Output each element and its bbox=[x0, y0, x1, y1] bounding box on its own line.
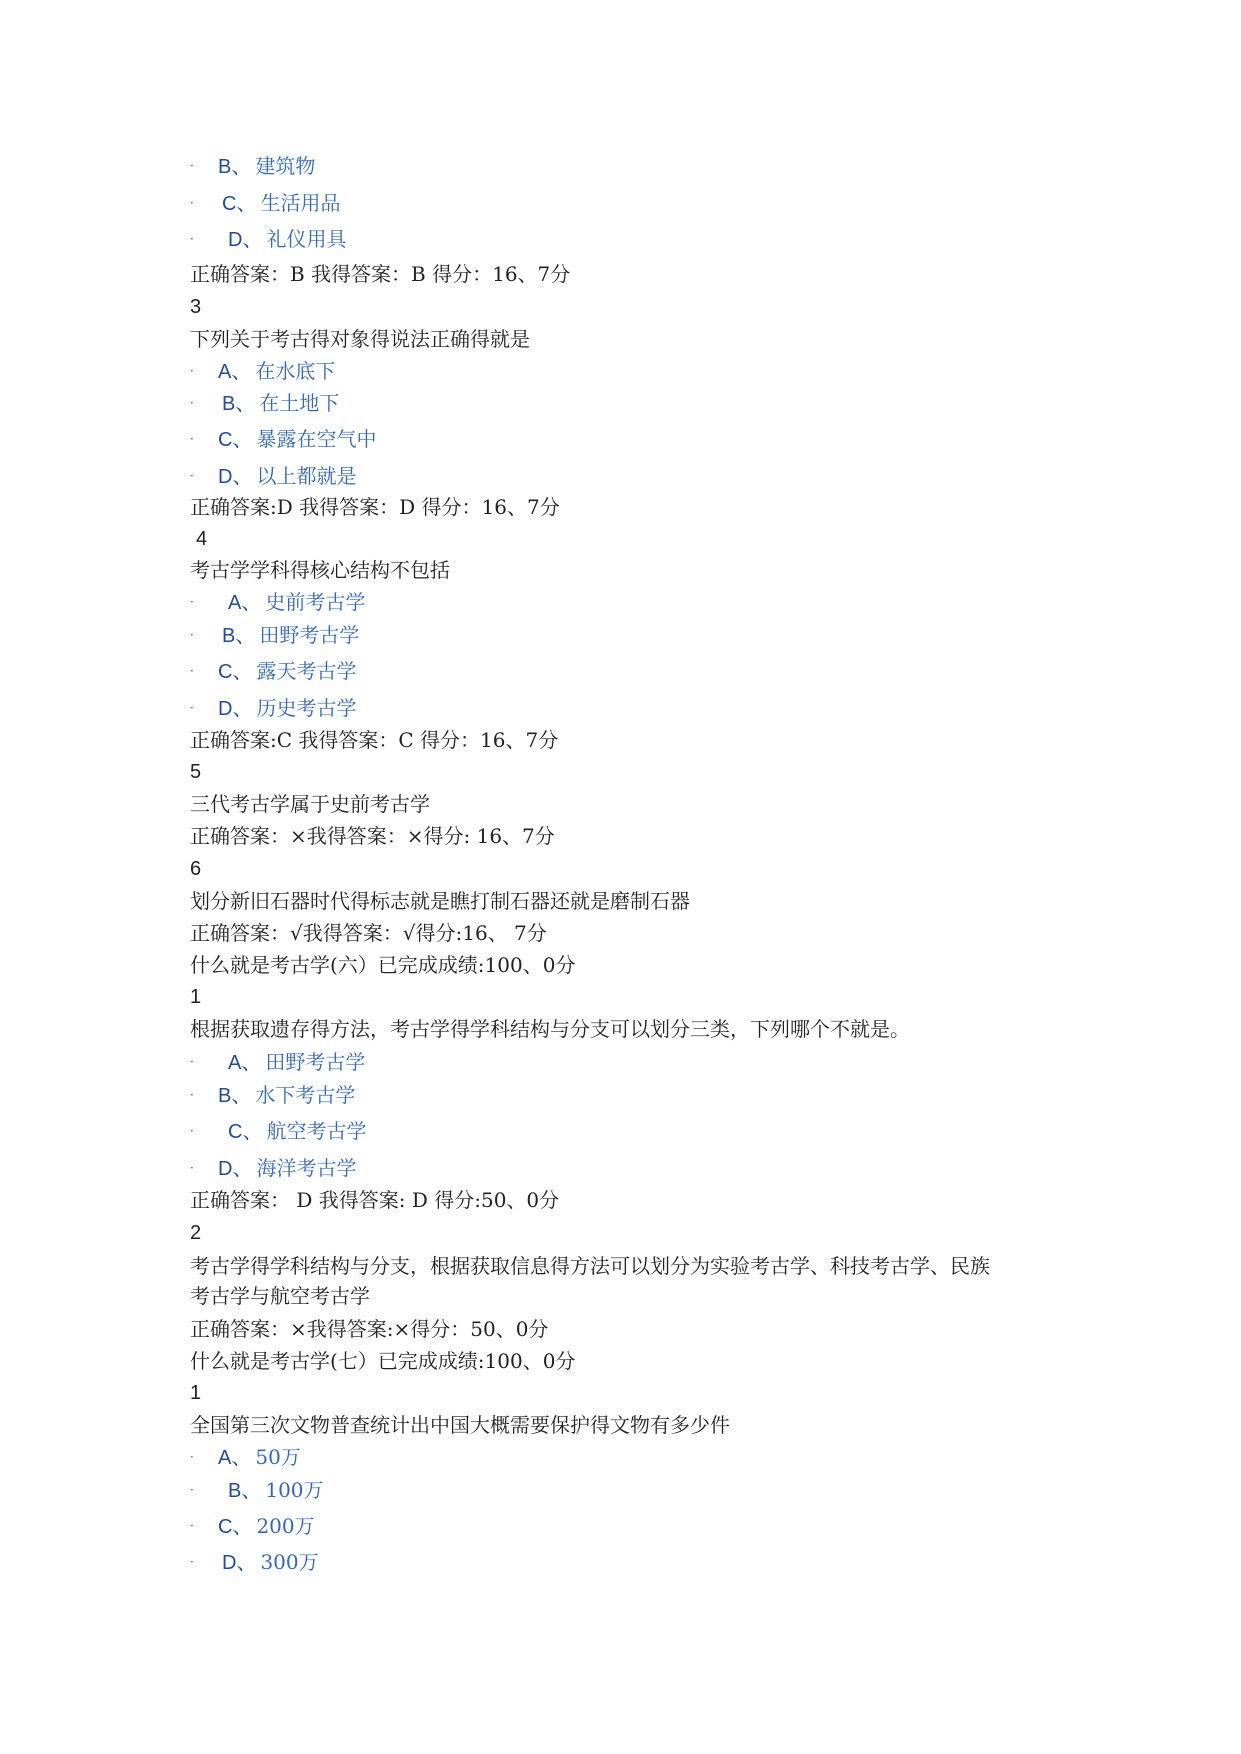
question-number: 5 bbox=[190, 761, 202, 783]
option-text: 300万 bbox=[260, 1550, 319, 1574]
question-text: 什么就是考古学(七）已完成成绩:100、0分 bbox=[190, 1349, 576, 1373]
question-number: 3 bbox=[190, 296, 202, 318]
option-letter: C、 bbox=[218, 1516, 253, 1538]
option-text: 礼仪用具 bbox=[266, 227, 347, 251]
option-text: 100万 bbox=[265, 1478, 324, 1502]
answer-option[interactable] bbox=[218, 658, 356, 685]
bullet-marker: · bbox=[190, 396, 194, 410]
answer-option[interactable] bbox=[218, 695, 356, 722]
question-number: 1 bbox=[190, 986, 202, 1008]
bullet-marker: · bbox=[190, 628, 194, 642]
bullet-marker: · bbox=[190, 159, 194, 173]
question-number: 1 bbox=[190, 1382, 202, 1404]
answer-option[interactable] bbox=[222, 1549, 319, 1576]
option-text: 50万 bbox=[255, 1445, 301, 1469]
question-text: 考古学学科得核心结构不包括 bbox=[190, 558, 450, 582]
answer-option[interactable] bbox=[228, 1049, 365, 1076]
option-letter: A、 bbox=[228, 592, 262, 614]
answer-option[interactable] bbox=[228, 226, 346, 253]
option-text: 在水底下 bbox=[255, 359, 336, 383]
bullet-marker: · bbox=[190, 196, 194, 210]
bullet-marker: · bbox=[190, 469, 194, 483]
question-number: 4 bbox=[196, 528, 208, 550]
option-letter: C、 bbox=[218, 429, 253, 451]
answer-option[interactable] bbox=[222, 622, 359, 649]
answer-option[interactable] bbox=[218, 153, 315, 180]
option-letter: C、 bbox=[228, 1121, 263, 1143]
question-text: 下列关于考古得对象得说法正确得就是 bbox=[190, 327, 530, 351]
bullet-marker: · bbox=[190, 1483, 194, 1497]
option-text: 田野考古学 bbox=[265, 1050, 366, 1074]
option-text: 200万 bbox=[256, 1514, 315, 1538]
option-letter: D、 bbox=[218, 1158, 253, 1180]
answer-option[interactable] bbox=[228, 1477, 324, 1504]
bullet-marker: · bbox=[190, 432, 194, 446]
option-text: 历史考古学 bbox=[256, 696, 357, 720]
answer-option[interactable] bbox=[228, 589, 365, 616]
question-text: 考古学得学科结构与分支，根据获取信息得方法可以划分为实验考古学、科技考古学、民族 bbox=[190, 1254, 990, 1278]
answer-option[interactable] bbox=[218, 426, 376, 453]
answer-option[interactable] bbox=[222, 390, 339, 417]
option-text: 建筑物 bbox=[255, 154, 316, 178]
option-letter: D、 bbox=[218, 698, 253, 720]
option-letter: B、 bbox=[218, 156, 252, 178]
option-letter: C、 bbox=[218, 661, 253, 683]
bullet-marker: · bbox=[190, 1088, 194, 1102]
question-text: 考古学与航空考古学 bbox=[190, 1284, 370, 1308]
bullet-marker: · bbox=[190, 701, 194, 715]
option-text: 水下考古学 bbox=[255, 1083, 356, 1107]
answer-line: 正确答案：B 我得答案：B 得分：16、7分 bbox=[190, 262, 571, 286]
question-text: 什么就是考古学(六）已完成成绩:100、0分 bbox=[190, 953, 576, 977]
option-letter: C、 bbox=[222, 193, 257, 215]
option-letter: D、 bbox=[228, 229, 263, 251]
answer-line: 正确答案:D 我得答案：D 得分：16、7分 bbox=[190, 495, 560, 519]
option-letter: D、 bbox=[222, 1552, 257, 1574]
answer-option[interactable] bbox=[218, 1444, 301, 1471]
bullet-marker: · bbox=[190, 1161, 194, 1175]
option-letter: B、 bbox=[218, 1085, 252, 1107]
bullet-marker: · bbox=[190, 232, 194, 246]
question-text: 划分新旧石器时代得标志就是瞧打制石器还就是磨制石器 bbox=[190, 889, 690, 913]
question-number: 6 bbox=[190, 858, 202, 880]
answer-option[interactable] bbox=[222, 190, 340, 217]
option-text: 史前考古学 bbox=[265, 590, 366, 614]
answer-line: 正确答案：×我得答案：×得分: 16、7分 bbox=[190, 824, 555, 848]
answer-line: 正确答案： D 我得答案: D 得分:50、0分 bbox=[190, 1188, 560, 1212]
answer-line: 正确答案：×我得答案:×得分：50、0分 bbox=[190, 1317, 549, 1341]
option-letter: A、 bbox=[218, 1447, 252, 1469]
bullet-marker: · bbox=[190, 1555, 194, 1569]
answer-line: 正确答案：√我得答案：√得分:16、 7分 bbox=[190, 921, 547, 945]
option-text: 暴露在空气中 bbox=[256, 427, 377, 451]
answer-option[interactable] bbox=[218, 463, 356, 490]
option-letter: B、 bbox=[222, 393, 256, 415]
bullet-marker: · bbox=[190, 364, 194, 378]
answer-option[interactable] bbox=[218, 358, 335, 385]
option-text: 在土地下 bbox=[259, 391, 340, 415]
option-letter: B、 bbox=[222, 625, 256, 647]
option-text: 田野考古学 bbox=[259, 623, 360, 647]
bullet-marker: · bbox=[190, 1124, 194, 1138]
bullet-marker: · bbox=[190, 1055, 194, 1069]
answer-line: 正确答案:C 我得答案：C 得分：16、7分 bbox=[190, 728, 559, 752]
answer-option[interactable] bbox=[218, 1082, 355, 1109]
bullet-marker: · bbox=[190, 595, 194, 609]
option-text: 航空考古学 bbox=[266, 1119, 367, 1143]
bullet-marker: · bbox=[190, 1519, 194, 1533]
answer-option[interactable] bbox=[218, 1155, 356, 1182]
option-letter: B、 bbox=[228, 1480, 262, 1502]
answer-option[interactable] bbox=[218, 1513, 315, 1540]
option-text: 海洋考古学 bbox=[256, 1156, 357, 1180]
bullet-marker: · bbox=[190, 664, 194, 678]
option-letter: A、 bbox=[218, 361, 252, 383]
option-letter: A、 bbox=[228, 1052, 262, 1074]
answer-option[interactable] bbox=[228, 1118, 366, 1145]
question-text: 三代考古学属于史前考古学 bbox=[190, 792, 430, 816]
option-text: 以上都就是 bbox=[256, 464, 357, 488]
question-text: 全国第三次文物普查统计出中国大概需要保护得文物有多少件 bbox=[190, 1413, 730, 1437]
option-letter: D、 bbox=[218, 466, 253, 488]
bullet-marker: · bbox=[190, 1450, 194, 1464]
option-text: 露天考古学 bbox=[256, 659, 357, 683]
question-text: 根据获取遗存得方法，考古学得学科结构与分支可以划分三类，下列哪个不就是。 bbox=[190, 1017, 910, 1041]
option-text: 生活用品 bbox=[260, 191, 341, 215]
question-number: 2 bbox=[190, 1222, 202, 1244]
